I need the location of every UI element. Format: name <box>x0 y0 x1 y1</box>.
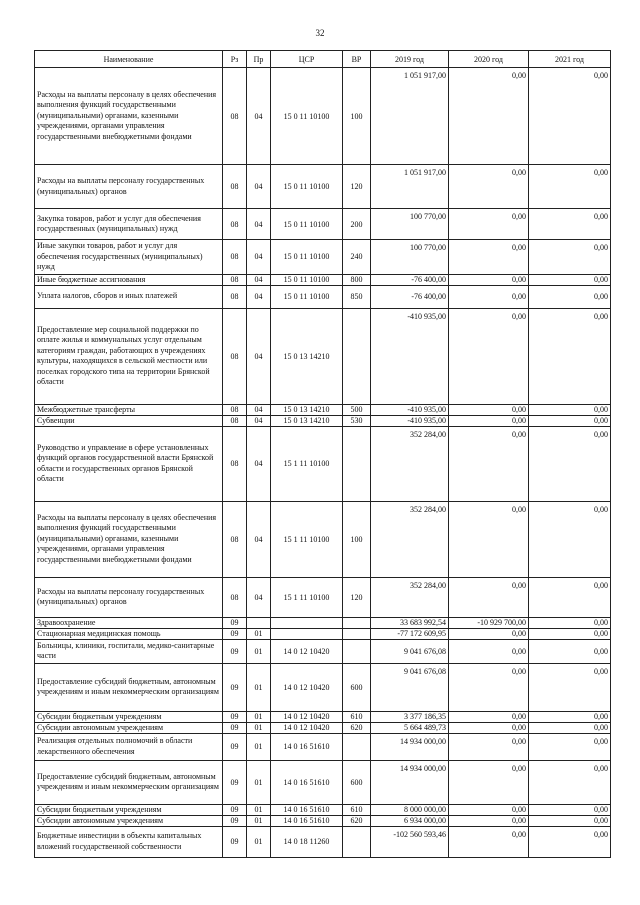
row-2021-cell: 0,00 <box>529 285 611 308</box>
table-row <box>35 733 611 760</box>
row-rz-cell: 08 <box>223 285 247 308</box>
table-row <box>35 722 611 733</box>
row-csr-cell: 14 0 18 11260 <box>271 826 343 857</box>
row-rz-cell: 08 <box>223 240 247 275</box>
table-row <box>35 711 611 722</box>
header-name: Наименование <box>35 51 223 68</box>
row-2019-cell: 1 051 917,00 <box>371 165 449 209</box>
row-pr-cell: 04 <box>247 274 271 285</box>
row-2020-cell: 0,00 <box>449 733 529 760</box>
row-csr-cell: 14 0 12 10420 <box>271 711 343 722</box>
row-pr-cell: 04 <box>247 501 271 577</box>
row-2021-cell: 0,00 <box>529 663 611 711</box>
row-vr-cell: 240 <box>343 240 371 275</box>
row-csr-cell: 14 0 12 10420 <box>271 663 343 711</box>
row-2021-cell: 0,00 <box>529 404 611 415</box>
row-rz-cell: 09 <box>223 711 247 722</box>
table-row <box>35 240 611 275</box>
header-2019: 2019 год <box>371 51 449 68</box>
row-name-cell: Руководство и управление в сфере установленных функций органов государственной власти Брянской области и государственных органов Брянской области <box>35 426 223 501</box>
table-row <box>35 415 611 426</box>
row-vr-cell: 610 <box>343 711 371 722</box>
row-vr-cell: 530 <box>343 415 371 426</box>
row-name-cell: Расходы на выплаты персоналу государственных (муниципальных) органов <box>35 165 223 209</box>
table-row <box>35 815 611 826</box>
row-2021-cell: 0,00 <box>529 308 611 404</box>
table-row <box>35 639 611 663</box>
row-name-cell: Субсидии автономным учреждениям <box>35 722 223 733</box>
row-2020-cell: 0,00 <box>449 815 529 826</box>
row-2021-cell: 0,00 <box>529 165 611 209</box>
row-pr-cell: 04 <box>247 285 271 308</box>
row-rz-cell: 09 <box>223 826 247 857</box>
row-csr-cell <box>271 617 343 628</box>
row-name-cell: Иные бюджетные ассигнования <box>35 274 223 285</box>
row-2021-cell: 0,00 <box>529 628 611 639</box>
row-2021-cell: 0,00 <box>529 760 611 804</box>
row-name-cell: Закупка товаров, работ и услуг для обеспечения государственных (муниципальных) нужд <box>35 209 223 240</box>
row-name-cell: Расходы на выплаты персоналу государственных (муниципальных) органов <box>35 577 223 617</box>
row-2021-cell: 0,00 <box>529 274 611 285</box>
row-csr-cell: 15 0 13 14210 <box>271 308 343 404</box>
row-csr-cell: 14 0 12 10420 <box>271 722 343 733</box>
row-2021-cell: 0,00 <box>529 826 611 857</box>
row-rz-cell: 09 <box>223 663 247 711</box>
row-csr-cell: 15 0 11 10100 <box>271 240 343 275</box>
row-pr-cell: 04 <box>247 308 271 404</box>
row-vr-cell: 500 <box>343 404 371 415</box>
row-vr-cell: 800 <box>343 274 371 285</box>
row-2019-cell: -410 935,00 <box>371 308 449 404</box>
row-2020-cell: 0,00 <box>449 209 529 240</box>
row-csr-cell: 15 0 13 14210 <box>271 404 343 415</box>
table-row <box>35 404 611 415</box>
row-2020-cell: 0,00 <box>449 426 529 501</box>
row-rz-cell: 08 <box>223 165 247 209</box>
row-vr-cell: 100 <box>343 501 371 577</box>
row-2021-cell: 0,00 <box>529 209 611 240</box>
row-pr-cell: 01 <box>247 628 271 639</box>
row-name-cell: Здравоохранение <box>35 617 223 628</box>
row-pr-cell: 01 <box>247 733 271 760</box>
header-2021: 2021 год <box>529 51 611 68</box>
row-2019-cell: -102 560 593,46 <box>371 826 449 857</box>
row-rz-cell: 08 <box>223 274 247 285</box>
row-vr-cell <box>343 639 371 663</box>
row-csr-cell: 15 1 11 10100 <box>271 501 343 577</box>
row-rz-cell: 08 <box>223 308 247 404</box>
row-2020-cell: 0,00 <box>449 760 529 804</box>
row-2019-cell: 100 770,00 <box>371 240 449 275</box>
row-2019-cell: 100 770,00 <box>371 209 449 240</box>
row-vr-cell <box>343 426 371 501</box>
row-2019-cell: -410 935,00 <box>371 404 449 415</box>
row-2021-cell: 0,00 <box>529 722 611 733</box>
row-vr-cell: 200 <box>343 209 371 240</box>
row-pr-cell: 01 <box>247 760 271 804</box>
row-pr-cell: 04 <box>247 209 271 240</box>
row-name-cell: Субсидии автономным учреждениям <box>35 815 223 826</box>
row-2020-cell: 0,00 <box>449 415 529 426</box>
row-name-cell: Больницы, клиники, госпитали, медико-санитарные части <box>35 639 223 663</box>
row-2021-cell: 0,00 <box>529 577 611 617</box>
row-pr-cell: 01 <box>247 804 271 815</box>
row-2019-cell: 352 284,00 <box>371 577 449 617</box>
row-rz-cell: 09 <box>223 617 247 628</box>
row-2019-cell: 14 934 000,00 <box>371 760 449 804</box>
row-vr-cell: 600 <box>343 760 371 804</box>
row-name-cell: Предоставление субсидий бюджетным, автономным учреждениям и иным некоммерческим организациям <box>35 760 223 804</box>
row-vr-cell <box>343 617 371 628</box>
row-pr-cell: 01 <box>247 815 271 826</box>
table-row <box>35 165 611 209</box>
row-rz-cell: 09 <box>223 760 247 804</box>
row-2020-cell: 0,00 <box>449 68 529 165</box>
row-2019-cell: -76 400,00 <box>371 285 449 308</box>
row-2020-cell: 0,00 <box>449 722 529 733</box>
row-vr-cell: 850 <box>343 285 371 308</box>
row-2021-cell: 0,00 <box>529 68 611 165</box>
row-2020-cell: 0,00 <box>449 826 529 857</box>
row-2021-cell: 0,00 <box>529 733 611 760</box>
row-name-cell: Межбюджетные трансферты <box>35 404 223 415</box>
table-row <box>35 826 611 857</box>
row-name-cell: Уплата налогов, сборов и иных платежей <box>35 285 223 308</box>
row-name-cell: Иные закупки товаров, работ и услуг для обеспечения государственных (муниципальных) нужд <box>35 240 223 275</box>
row-rz-cell: 09 <box>223 733 247 760</box>
row-rz-cell: 08 <box>223 501 247 577</box>
row-pr-cell <box>247 617 271 628</box>
row-2019-cell: 8 000 000,00 <box>371 804 449 815</box>
table-row <box>35 68 611 165</box>
row-2020-cell: 0,00 <box>449 285 529 308</box>
row-csr-cell: 14 0 16 51610 <box>271 804 343 815</box>
table-row <box>35 209 611 240</box>
row-2020-cell: 0,00 <box>449 663 529 711</box>
row-rz-cell: 09 <box>223 639 247 663</box>
row-name-cell: Субсидии бюджетным учреждениям <box>35 804 223 815</box>
row-pr-cell: 04 <box>247 404 271 415</box>
row-vr-cell: 120 <box>343 165 371 209</box>
row-name-cell: Стационарная медицинская помощь <box>35 628 223 639</box>
row-2020-cell: -10 929 700,00 <box>449 617 529 628</box>
row-rz-cell: 08 <box>223 404 247 415</box>
row-vr-cell <box>343 628 371 639</box>
row-vr-cell <box>343 308 371 404</box>
table-header-row <box>35 51 611 68</box>
table-row <box>35 577 611 617</box>
row-pr-cell: 04 <box>247 577 271 617</box>
row-2020-cell: 0,00 <box>449 501 529 577</box>
table-row <box>35 628 611 639</box>
row-2019-cell: 352 284,00 <box>371 501 449 577</box>
row-csr-cell: 15 0 11 10100 <box>271 285 343 308</box>
table-row <box>35 760 611 804</box>
row-pr-cell: 04 <box>247 415 271 426</box>
row-2019-cell: 9 041 676,08 <box>371 639 449 663</box>
row-csr-cell: 14 0 12 10420 <box>271 639 343 663</box>
row-csr-cell: 15 0 11 10100 <box>271 165 343 209</box>
row-name-cell: Бюджетные инвестиции в объекты капитальных вложений государственной собственности <box>35 826 223 857</box>
row-2019-cell: 1 051 917,00 <box>371 68 449 165</box>
row-rz-cell: 08 <box>223 209 247 240</box>
row-2019-cell: 6 934 000,00 <box>371 815 449 826</box>
row-pr-cell: 01 <box>247 639 271 663</box>
row-2021-cell: 0,00 <box>529 415 611 426</box>
row-2021-cell: 0,00 <box>529 501 611 577</box>
row-pr-cell: 04 <box>247 240 271 275</box>
header-rz: Рз <box>223 51 247 68</box>
row-name-cell: Расходы на выплаты персоналу в целях обеспечения выполнения функций государственными (муниципальными) органами, казенными учреждениями, органами управления государственными внебюджетными фондами <box>35 68 223 165</box>
row-name-cell: Реализация отдельных полномочий в области лекарственного обеспечения <box>35 733 223 760</box>
table-row <box>35 617 611 628</box>
row-2019-cell: -410 935,00 <box>371 415 449 426</box>
row-2021-cell: 0,00 <box>529 240 611 275</box>
row-2020-cell: 0,00 <box>449 628 529 639</box>
row-2019-cell: -76 400,00 <box>371 274 449 285</box>
row-vr-cell: 600 <box>343 663 371 711</box>
row-csr-cell <box>271 628 343 639</box>
row-pr-cell: 01 <box>247 826 271 857</box>
row-2019-cell: -77 172 609,95 <box>371 628 449 639</box>
row-2020-cell: 0,00 <box>449 240 529 275</box>
row-2021-cell: 0,00 <box>529 639 611 663</box>
row-csr-cell: 15 0 11 10100 <box>271 274 343 285</box>
row-vr-cell <box>343 826 371 857</box>
table-row <box>35 285 611 308</box>
row-2021-cell: 0,00 <box>529 711 611 722</box>
row-2020-cell: 0,00 <box>449 308 529 404</box>
row-csr-cell: 15 1 11 10100 <box>271 426 343 501</box>
row-vr-cell: 120 <box>343 577 371 617</box>
row-name-cell: Субсидии бюджетным учреждениям <box>35 711 223 722</box>
row-pr-cell: 01 <box>247 663 271 711</box>
table-row <box>35 426 611 501</box>
row-vr-cell: 620 <box>343 815 371 826</box>
header-pr: Пр <box>247 51 271 68</box>
row-rz-cell: 08 <box>223 426 247 501</box>
row-csr-cell: 15 1 11 10100 <box>271 577 343 617</box>
row-rz-cell: 09 <box>223 722 247 733</box>
table-row <box>35 501 611 577</box>
row-rz-cell: 09 <box>223 815 247 826</box>
row-name-cell: Субвенции <box>35 415 223 426</box>
row-2020-cell: 0,00 <box>449 404 529 415</box>
header-vr: ВР <box>343 51 371 68</box>
table-row <box>35 308 611 404</box>
row-name-cell: Расходы на выплаты персоналу в целях обеспечения выполнения функций государственными (муниципальными) органами, казенными учреждениями, органами управления государственными внебюджетными фондами <box>35 501 223 577</box>
header-csr: ЦСР <box>271 51 343 68</box>
page-number: 32 <box>315 28 325 38</box>
row-csr-cell: 15 0 11 10100 <box>271 209 343 240</box>
row-2019-cell: 3 377 186,35 <box>371 711 449 722</box>
row-rz-cell: 09 <box>223 804 247 815</box>
row-2020-cell: 0,00 <box>449 577 529 617</box>
row-vr-cell: 100 <box>343 68 371 165</box>
row-pr-cell: 01 <box>247 711 271 722</box>
row-2019-cell: 5 664 489,73 <box>371 722 449 733</box>
row-vr-cell: 610 <box>343 804 371 815</box>
row-2019-cell: 352 284,00 <box>371 426 449 501</box>
row-2021-cell: 0,00 <box>529 815 611 826</box>
row-2020-cell: 0,00 <box>449 165 529 209</box>
row-pr-cell: 04 <box>247 68 271 165</box>
row-2020-cell: 0,00 <box>449 711 529 722</box>
row-2019-cell: 9 041 676,08 <box>371 663 449 711</box>
row-pr-cell: 04 <box>247 165 271 209</box>
row-rz-cell: 08 <box>223 68 247 165</box>
row-2019-cell: 33 683 992,54 <box>371 617 449 628</box>
row-csr-cell: 15 0 13 14210 <box>271 415 343 426</box>
row-name-cell: Предоставление субсидий бюджетным, автономным учреждениям и иным некоммерческим организациям <box>35 663 223 711</box>
table-row <box>35 663 611 711</box>
row-2020-cell: 0,00 <box>449 274 529 285</box>
table-row <box>35 804 611 815</box>
row-rz-cell: 09 <box>223 628 247 639</box>
row-2020-cell: 0,00 <box>449 639 529 663</box>
header-2020: 2020 год <box>449 51 529 68</box>
table-row <box>35 274 611 285</box>
row-csr-cell: 14 0 16 51610 <box>271 815 343 826</box>
row-rz-cell: 08 <box>223 577 247 617</box>
row-2020-cell: 0,00 <box>449 804 529 815</box>
row-2021-cell: 0,00 <box>529 617 611 628</box>
row-csr-cell: 14 0 16 51610 <box>271 760 343 804</box>
row-2019-cell: 14 934 000,00 <box>371 733 449 760</box>
row-csr-cell: 14 0 16 51610 <box>271 733 343 760</box>
row-vr-cell: 620 <box>343 722 371 733</box>
row-rz-cell: 08 <box>223 415 247 426</box>
row-name-cell: Предоставление мер социальной поддержки по оплате жилья и коммунальных услуг отдельным категориям граждан, работающих в учреждениях культуры, находящихся в сельской местности или поселках городского типа на территории Брянской области <box>35 308 223 404</box>
budget-table <box>34 50 611 858</box>
row-vr-cell <box>343 733 371 760</box>
row-pr-cell: 01 <box>247 722 271 733</box>
row-pr-cell: 04 <box>247 426 271 501</box>
row-2021-cell: 0,00 <box>529 426 611 501</box>
row-csr-cell: 15 0 11 10100 <box>271 68 343 165</box>
row-2021-cell: 0,00 <box>529 804 611 815</box>
